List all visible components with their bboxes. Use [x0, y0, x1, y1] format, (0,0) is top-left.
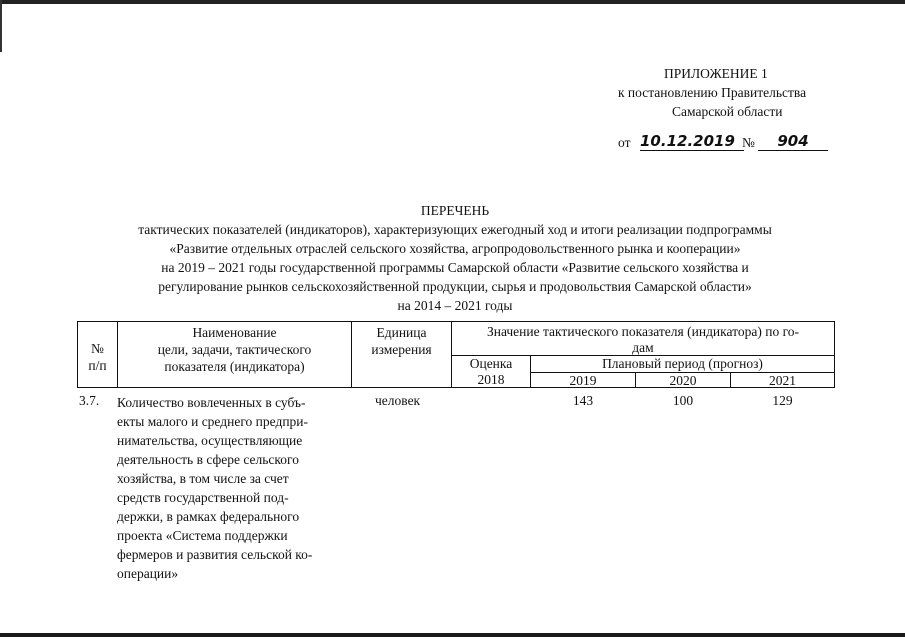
order-number: 904 — [758, 132, 828, 151]
row-value-2019: 143 — [572, 393, 594, 408]
header-year-2020: 2020 — [635, 372, 731, 388]
appendix-title: ПРИЛОЖЕНИЕ 1 — [664, 66, 768, 81]
header-number-line: № — [91, 341, 104, 356]
row-number: 3.7. — [79, 393, 100, 408]
row-name-line: екты малого и среднего предпри- — [117, 414, 309, 429]
header-name — [117, 321, 352, 388]
header-unit-line: измерения — [371, 342, 432, 357]
row-name-line: деятельность в сфере сельского — [117, 452, 299, 467]
row-name-line: держки, в рамках федерального — [117, 509, 300, 524]
header-value-line: Значение тактического показателя (индикатора) по го- — [486, 324, 800, 339]
title-line: на 2019 – 2021 годы государственной программы Самарской области «Развитие сельского хозяйства и — [161, 260, 749, 275]
header-unit-line: Единица — [376, 325, 427, 340]
header-plan-period: Плановый период (прогноз) — [530, 355, 835, 373]
header-number-line: п/п — [88, 358, 107, 373]
left-border — [0, 0, 2, 52]
appendix-region: Самарской области — [672, 104, 783, 119]
row-indicator-name — [117, 393, 347, 583]
header-estimate — [451, 355, 531, 388]
header-value — [451, 321, 835, 356]
title-line: регулирование рынков сельскохозяйственной продукции, сырья и продовольствия Самарской области» — [158, 279, 752, 294]
order-from-label: от — [618, 135, 631, 150]
row-name-line: Количество вовлеченных в субъ- — [117, 395, 306, 410]
header-name-line: Наименование — [192, 325, 277, 340]
header-estimate-year: 2018 — [477, 372, 505, 387]
header-name-line: показателя (индикатора) — [164, 359, 305, 374]
title-heading: ПЕРЕЧЕНЬ — [420, 203, 490, 218]
order-number-label: № — [742, 135, 755, 150]
document-title — [80, 201, 830, 315]
order-date: 10.12.2019 — [640, 132, 744, 151]
row-unit: человек — [375, 393, 421, 408]
header-number — [77, 321, 118, 388]
header-name-line: цели, задачи, тактического — [157, 342, 312, 357]
appendix-subtitle: к постановлению Правительства — [618, 85, 807, 100]
row-name-line: хозяйства, в том числе за счет — [117, 471, 289, 486]
row-name-line: средств государственной под- — [117, 490, 289, 505]
row-name-line: проекта «Система поддержки — [117, 528, 288, 543]
title-line: «Развитие отдельных отраслей сельского хозяйства, агропродовольственного рынка и кооперации» — [169, 241, 741, 256]
header-unit — [351, 321, 452, 388]
header-estimate-label: Оценка — [469, 356, 513, 371]
header-value-line: дам — [632, 340, 654, 355]
row-name-line: операции» — [117, 566, 179, 581]
title-line: на 2014 – 2021 годы — [397, 298, 513, 313]
top-border — [0, 0, 905, 4]
title-line: тактических показателей (индикаторов), характеризующих ежегодный ход и итоги реализации подпрограммы — [138, 222, 772, 237]
bottom-border — [0, 633, 905, 637]
header-year-2021: 2021 — [730, 372, 835, 388]
row-name-line: нимательства, осуществляющие — [117, 433, 303, 448]
row-value-2020: 100 — [672, 393, 694, 408]
row-value-2021: 129 — [772, 393, 793, 408]
header-year-2019: 2019 — [530, 372, 636, 388]
row-name-line: фермеров и развития сельской ко- — [117, 547, 313, 562]
